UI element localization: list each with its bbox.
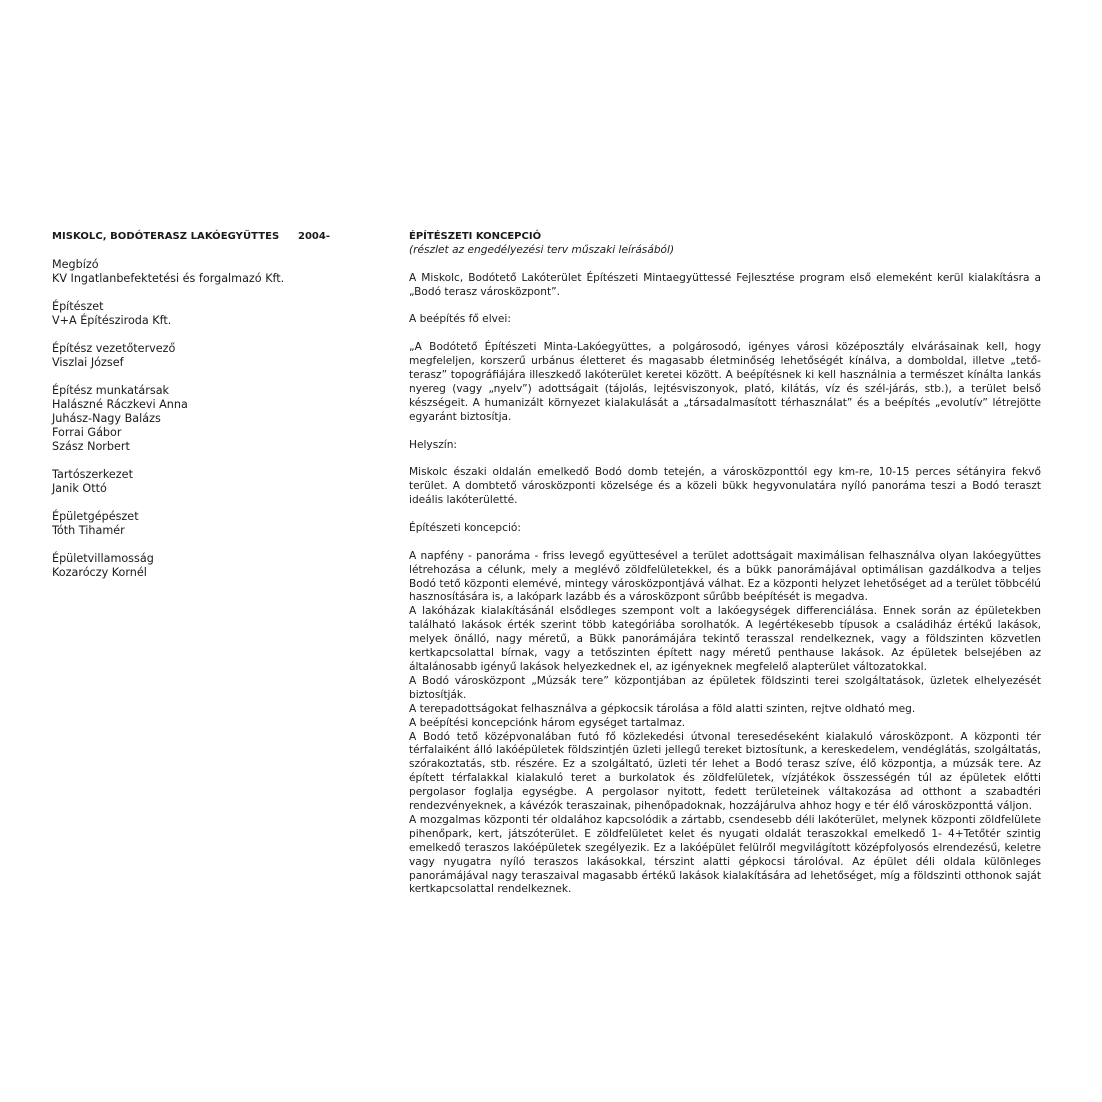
credit-architecture xyxy=(52,300,352,328)
concept-paragraph: A beépítési koncepciónk három egységet tartalmaz. xyxy=(409,716,686,729)
credit-role: Épületvillamosság xyxy=(52,552,154,565)
credit-name: KV Ingatlanbefektetési és forgalmazó Kft. xyxy=(52,272,285,285)
credit-role: Tartószerkezet xyxy=(52,468,133,481)
credit-role: Építész munkatársak xyxy=(52,384,170,397)
credit-name: Forrai Gábor xyxy=(52,426,122,439)
credit-mechanical xyxy=(52,510,352,538)
concept-subtitle: (részlet az engedélyezési terv műszaki leírásából) xyxy=(409,243,675,256)
project-title: MISKOLC, BODÓTERASZ LAKÓEGYÜTTES xyxy=(52,231,280,242)
location-heading: Helyszín: xyxy=(409,438,458,451)
concept-paragraph: A Bodó tető középvonalában futó fő közlekedési útvonal teresedéseként kialakuló városközpont. A központi tér térfalaiként álló lakóépületek földszintjén üzleti jellegű tereket biztosítunk, a kereskedelem, vendéglátás, szolgáltatás, szórakoztatás, stb. részére. Ez a szolgáltató, üzleti tér lehet a Bodó terasz szíve, élő központja, a múzsák tere. Az épített térfalakkal kialakuló teret a burkolatok és zöldfelületek, vízjátékok összességén túl az épületek előtti pergolasor foglalja egységbe. A pergolasor nyitott, fedett területeinek váltakozása ad otthont a szabadtéri rendezvényeknek, a kávézók teraszainak, pihenőpadoknak, hozzájárulva ahhoz hogy e tér élő városközponttá váljon. xyxy=(409,730,1041,813)
intro-paragraph: A Miskolc, Bodótető Lakóterület Építészeti Mintaegyüttessé Fejlesztése program első elemeként kerül kialakításra a „Bodó terasz városközpont”. xyxy=(409,271,1041,298)
credit-name: Kozaróczy Kornél xyxy=(52,566,147,579)
location-paragraph: Miskolc északi oldalán emelkedő Bodó domb tetején, a városközponttól egy km-re, 10-15 perces sétányira fekvő terület. A dombtető városközponti közelsége és a közeli bükk hegyvonulatára nyíló panoráma teszi a Bodó teraszt ideális lakóterületté. xyxy=(409,466,1041,507)
credit-role: Épületgépészet xyxy=(52,510,139,523)
concept-paragraph: A Bodó városközpont „Múzsák tere” központjában az épületek földszinti terei szolgáltatások, üzletek elhelyezését biztosítják. xyxy=(409,674,1041,701)
concept-paragraph: A lakóházak kialakításánál elsődleges szempont volt a lakóegységek differenciálása. Ennek során az épületekben található lakások érték szerint több kategóriába sorolhatók. A legértékesebb típusok a családiház értékű lakások, melyek önálló, nagy méretű, a Bükk panorámájára tekintő terasszal rendelkeznek, vagy a földszinten közvetlen kertkapcsolattal bírnak, vagy a tetőszinten épített nagy méretű penthause lakások. Az épületek belsejében az általánosabb igényű lakások helyezkednek el, az igényeknek megfelelő alapterület változatokkal. xyxy=(409,605,1041,673)
credit-name: Tóth Tihamér xyxy=(52,524,125,537)
credit-associates xyxy=(52,384,352,454)
credit-name: Viszlai József xyxy=(52,356,124,369)
concept-text xyxy=(409,230,1041,897)
credit-role: Megbízó xyxy=(52,258,99,271)
concept-title: ÉPÍTÉSZETI KONCEPCIÓ xyxy=(409,231,542,242)
credit-lead-architect xyxy=(52,342,352,370)
principles-paragraph: „A Bodótető Építészeti Minta-Lakóegyüttes, a polgárosodó, igényes városi középosztály elvárásainak kell, hogy megfeleljen, korszerű urbánus életteret és magasabb életminőség lehetőségét kínálva, a domboldal, illetve „tető-terasz” topográfiájára illeszkedő lakóterület keretei között. A beépítésnek ki kell használnia a természet kínálta lankás nyereg (vagy „nyelv”) adottságait (tájolás, lejtésviszonyok, plató, kilátás, víz és szél-járás, stb.), a terület belső készségeit. A humanizált környezet kialakulását a „társadalmasított térhasználat” és a beépítés „evolutív” létrejötte egyaránt biztosítja. xyxy=(409,341,1041,423)
concept-paragraph: A napfény - panoráma - friss levegő együttesével a terület adottságait maximálisan felhasználva olyan lakóegyüttes létrehozása a célunk, mely a meglévő zöldfelületekkel, és a bükk panorámájával optimálisan gazdálkodva a teljes Bodó tető központi elemévé, mintegy városközpontjává válhat. Ez a központi helyzet lehetőséget ad a terület többcélú hasznosítására is, a lakópark lazább és a városközpont sűrűbb beépítését is megadva. xyxy=(409,549,1041,604)
credit-electrical xyxy=(52,552,352,580)
principles-heading: A beépítés fő elvei: xyxy=(409,313,511,326)
credit-name: Janik Ottó xyxy=(52,482,107,495)
credit-role: Építész vezetőtervező xyxy=(52,342,176,355)
credit-name: V+A Építésziroda Kft. xyxy=(52,314,172,327)
project-credits xyxy=(52,230,352,580)
concept-paragraph: A terepadottságokat felhasználva a gépkocsik tárolása a föld alatti szinten, rejtve oldható meg. xyxy=(409,702,916,715)
credit-name: Szász Norbert xyxy=(52,440,130,453)
concept-paragraph: A mozgalmas központi tér oldalához kapcsolódik a zártabb, csendesebb déli lakóterület, melynek központi zöldfelülete pihenőpark, kert, játszóterület. E zöldfelületet kelet és nyugati oldalát teraszokkal emelkedő 1- 4+Tetőtér szintig emelkedő teraszos lakóépületek szegélyezik. Ez a lakóépület felülről megvilágított középfolyosós elrendezésű, keletre vagy nyugatra nyíló teraszos lakásokkal, térszint alatti gépkocsi tárolóval. Az épület déli oldala különleges panorámájával nagy teraszaival magasabb értékű lakások kialakítására ad lehetőséget, míg a földszinti otthonok saját kertkapcsolattal rendelkeznek. xyxy=(409,813,1041,896)
project-header xyxy=(52,230,352,244)
credit-name: Halászné Ráczkevi Anna xyxy=(52,398,188,411)
credit-name: Juhász-Nagy Balázs xyxy=(52,412,161,425)
credit-client xyxy=(52,258,352,286)
credit-structure xyxy=(52,468,352,496)
credit-role: Építészet xyxy=(52,300,104,313)
project-year: 2004- xyxy=(298,231,330,242)
concept-heading: Építészeti koncepció: xyxy=(409,521,521,534)
